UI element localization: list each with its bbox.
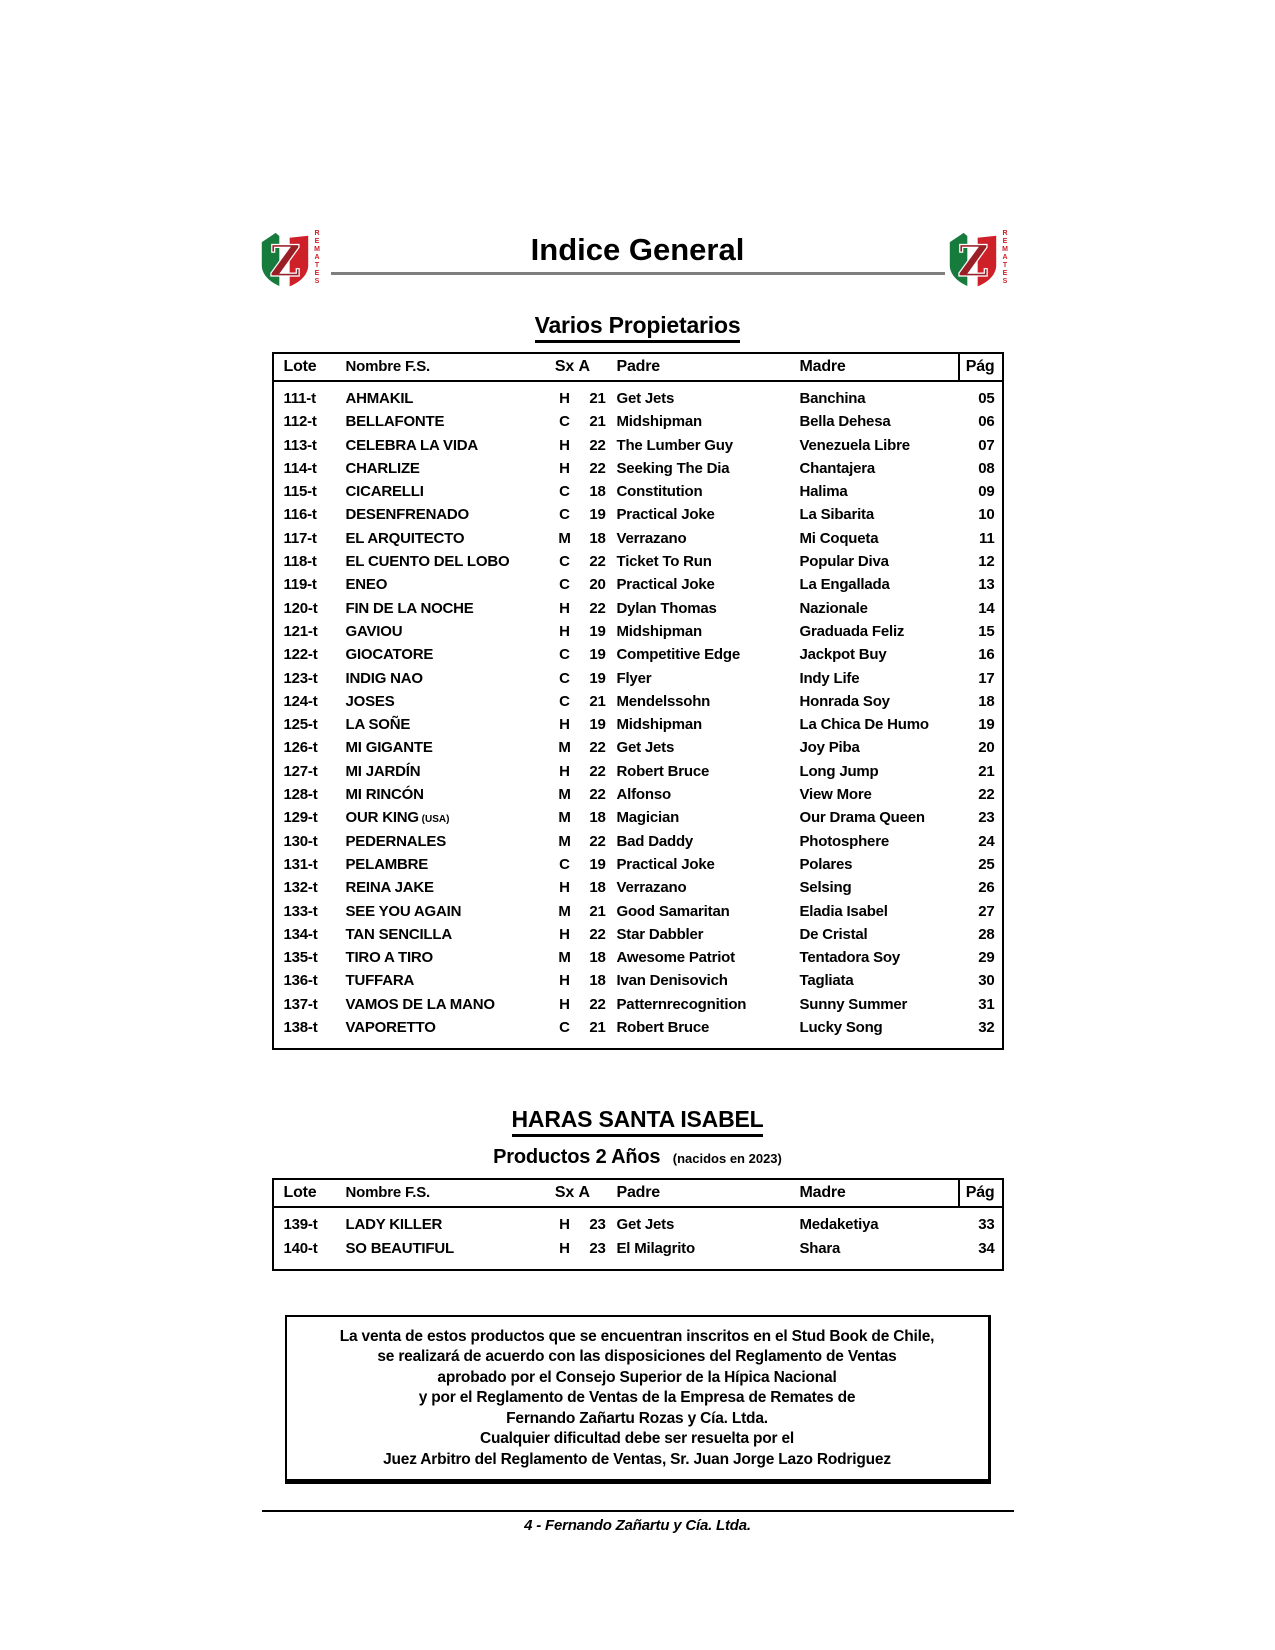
horse-name: DESENFRENADO	[345, 506, 469, 524]
page-number: 28	[978, 925, 995, 943]
page-number: 10	[978, 506, 995, 524]
svg-text:Z: Z	[956, 236, 989, 287]
sex-code: H	[559, 995, 570, 1013]
sex-code: H	[559, 879, 570, 897]
birth-year: 19	[589, 506, 606, 524]
page-number: 09	[978, 483, 995, 501]
dam-name: Jackpot Buy	[799, 646, 887, 664]
page-number: 31	[978, 995, 995, 1013]
table-row	[274, 528, 1002, 551]
sex-code: C	[559, 413, 570, 431]
horse-name: LA SOÑE	[345, 716, 411, 734]
horse-name: CICARELLI	[345, 483, 424, 501]
table-row	[274, 877, 1002, 900]
page-number: 14	[978, 599, 995, 617]
sire-name: Verrazano	[616, 529, 687, 547]
dam-name: Nazionale	[799, 599, 868, 617]
table-row	[274, 668, 1002, 691]
sire-name: Good Samaritan	[616, 902, 730, 920]
sire-name: Seeking The Dia	[616, 459, 730, 477]
lot-number: 115-t	[283, 483, 317, 501]
horse-name: PEDERNALES	[345, 832, 447, 850]
horse-name: GAVIOU	[345, 622, 403, 640]
birth-year: 22	[589, 995, 606, 1013]
birth-year: 18	[589, 483, 606, 501]
lot-number: 120-t	[283, 599, 318, 617]
birth-year: 22	[589, 786, 606, 804]
dam-name: Halima	[799, 483, 848, 501]
horse-name: TIRO A TIRO	[345, 949, 434, 967]
horse-name: CHARLIZE	[345, 459, 420, 477]
sex-code: H	[559, 390, 570, 407]
lot-number: 118-t	[283, 553, 317, 571]
birth-year: 21	[589, 1019, 606, 1037]
dam-name: Popular Diva	[799, 553, 889, 571]
horse-name-suffix: (USA)	[418, 814, 450, 826]
table-row	[274, 854, 1002, 877]
table-row	[274, 831, 1002, 854]
birth-year: 19	[589, 646, 606, 664]
sire-name: Get Jets	[616, 1216, 675, 1234]
horse-name: OUR KING (USA)	[345, 809, 450, 827]
birth-year: 22	[589, 459, 606, 477]
horse-name: AHMAKIL	[345, 390, 414, 407]
col-header-pag: Pág	[958, 354, 1001, 380]
shield-z-icon	[257, 228, 313, 292]
dam-name: De Cristal	[799, 925, 868, 943]
sire-name: Midshipman	[616, 413, 703, 431]
table-row	[274, 761, 1002, 784]
dam-name: Mi Coqueta	[799, 529, 879, 547]
table-row	[274, 435, 1002, 458]
lot-number: 124-t	[283, 692, 318, 710]
table-row	[274, 901, 1002, 924]
sex-code: H	[559, 925, 570, 943]
sire-name: Alfonso	[616, 786, 671, 804]
page-number: 19	[978, 716, 995, 734]
horse-name: VAMOS DE LA MANO	[345, 995, 495, 1013]
birth-year: 18	[589, 879, 606, 897]
page-number: 17	[978, 669, 995, 687]
col-header-sx: Sx	[554, 1184, 575, 1202]
sex-code: H	[559, 1216, 570, 1234]
birth-year: 19	[589, 622, 606, 640]
index-table-varios-propietarios	[272, 352, 1004, 1050]
table-row	[274, 504, 1002, 527]
sire-name: Verrazano	[616, 879, 687, 897]
legal-text-line: Cualquier dificultad debe ser resuelta por el	[479, 1430, 794, 1448]
horse-name: MI RINCÓN	[345, 786, 424, 804]
horse-name: INDIG NAO	[345, 669, 423, 687]
table-header-row	[274, 354, 1002, 382]
col-header-nombre: Nombre F.S.	[345, 1184, 430, 1202]
dam-name: Our Drama Queen	[799, 809, 925, 827]
table-body	[274, 1208, 1002, 1269]
dam-name: Long Jump	[799, 762, 879, 780]
page-title: Indice General	[530, 232, 745, 267]
horse-name: BELLAFONTE	[345, 413, 445, 431]
sire-name: Flyer	[616, 669, 652, 687]
page-number: 13	[978, 576, 995, 594]
table-row	[274, 714, 1002, 737]
dam-name: Graduada Feliz	[799, 622, 905, 640]
shield-z-icon	[945, 228, 1001, 292]
legal-text-line: La venta de estos productos que se encuentran inscritos en el Stud Book de Chile,	[339, 1327, 935, 1345]
lot-number: 117-t	[283, 529, 317, 547]
col-header-sx: Sx	[554, 358, 575, 375]
sire-name: Robert Bruce	[616, 1019, 710, 1037]
dam-name: Eladia Isabel	[799, 902, 888, 920]
sex-code: C	[559, 1019, 570, 1037]
logo-vertical-text: REMATES	[1001, 230, 1009, 286]
horse-name: JOSES	[345, 692, 395, 710]
birth-year: 22	[589, 553, 606, 571]
sex-code: M	[558, 739, 571, 757]
sire-name: Midshipman	[616, 716, 703, 734]
sire-name: Constitution	[616, 483, 703, 501]
sire-name: Bad Daddy	[616, 832, 694, 850]
sex-code: C	[559, 553, 570, 571]
sex-code: C	[559, 576, 570, 594]
sire-name: Competitive Edge	[616, 646, 740, 664]
page-number: 08	[978, 459, 995, 477]
horse-name: SO BEAUTIFUL	[345, 1239, 454, 1257]
page-number: 11	[979, 529, 995, 547]
sire-name: Magician	[616, 809, 680, 827]
dam-name: La Sibarita	[799, 506, 874, 524]
horse-name: MI GIGANTE	[345, 739, 433, 757]
lot-number: 119-t	[283, 576, 317, 594]
sire-name: Dylan Thomas	[616, 599, 717, 617]
lot-number: 121-t	[283, 622, 318, 640]
lot-number: 122-t	[283, 646, 318, 664]
dam-name: Selsing	[799, 879, 852, 897]
dam-name: Bella Dehesa	[799, 413, 891, 431]
birth-year: 18	[589, 972, 606, 990]
lot-number: 127-t	[283, 762, 318, 780]
birth-year: 21	[589, 413, 606, 431]
dam-name: Indy Life	[799, 669, 860, 687]
table-row	[274, 411, 1002, 434]
sire-name: Patternrecognition	[616, 995, 747, 1013]
page-number: 18	[978, 692, 995, 710]
dam-name: Banchina	[799, 390, 866, 407]
sex-code: H	[559, 622, 570, 640]
page-number: 22	[978, 786, 995, 804]
legal-notice-box	[285, 1315, 991, 1485]
birth-year: 18	[589, 529, 606, 547]
lot-number: 113-t	[283, 436, 317, 454]
page-number: 30	[978, 972, 995, 990]
page-number: 27	[978, 902, 995, 920]
logo-vertical-text: REMATES	[313, 230, 321, 286]
table-row	[274, 621, 1002, 644]
dam-name: Lucky Song	[799, 1019, 883, 1037]
lot-number: 135-t	[283, 949, 318, 967]
table-row	[274, 737, 1002, 760]
page-number: 26	[978, 879, 995, 897]
sex-code: M	[558, 949, 571, 967]
table-row	[274, 644, 1002, 667]
birth-year: 21	[589, 902, 606, 920]
page-number: 34	[978, 1239, 995, 1257]
sex-code: M	[558, 902, 571, 920]
horse-name: CELEBRA LA VIDA	[345, 436, 479, 454]
sex-code: H	[559, 1239, 570, 1257]
lot-number: 134-t	[283, 925, 318, 943]
page-number: 05	[978, 390, 995, 407]
dam-name: La Chica De Humo	[799, 716, 929, 734]
lot-number: 112-t	[283, 413, 317, 431]
dam-name: Chantajera	[799, 459, 876, 477]
section-title-varios-propietarios: Varios Propietarios	[0, 312, 1275, 343]
table-row	[274, 388, 1002, 411]
birth-year: 21	[589, 692, 606, 710]
page-number: 12	[978, 553, 995, 571]
birth-year: 19	[589, 855, 606, 873]
table-row	[274, 947, 1002, 970]
dam-name: Sunny Summer	[799, 995, 908, 1013]
birth-year: 23	[589, 1216, 606, 1234]
table-row	[274, 574, 1002, 597]
lot-number: 129-t	[283, 809, 318, 827]
remates-logo-right	[945, 228, 1019, 296]
sire-name: Ticket To Run	[616, 553, 712, 571]
table-row	[274, 924, 1002, 947]
lot-number: 116-t	[283, 506, 317, 524]
section-title-haras-santa-isabel: HARAS SANTA ISABEL	[0, 1106, 1275, 1137]
remates-logo-left	[257, 228, 331, 296]
page-number: 32	[978, 1019, 995, 1037]
page-number: 16	[978, 646, 995, 664]
page-number: 15	[978, 622, 995, 640]
birth-year: 20	[589, 576, 606, 594]
col-header-nombre: Nombre F.S.	[345, 358, 430, 375]
legal-text-line: Fernando Zañartu Rozas y Cía. Ltda.	[506, 1409, 768, 1427]
horse-name: REINA JAKE	[345, 879, 434, 897]
lot-number: 136-t	[283, 972, 318, 990]
page-number: 20	[978, 739, 995, 757]
lot-number: 128-t	[283, 786, 318, 804]
table-row	[274, 784, 1002, 807]
col-header-lote: Lote	[283, 1184, 317, 1202]
page-number: 23	[978, 809, 995, 827]
col-header-padre: Padre	[616, 358, 660, 375]
page-number: 25	[978, 855, 995, 873]
sire-name: Practical Joke	[616, 855, 715, 873]
sex-code: M	[558, 786, 571, 804]
birth-year: 22	[589, 599, 606, 617]
sex-code: H	[559, 436, 570, 454]
lot-number: 140-t	[283, 1239, 318, 1257]
table-header-row	[274, 1180, 1002, 1208]
table-row	[274, 1017, 1002, 1040]
svg-text:Z: Z	[268, 236, 301, 287]
dam-name: Tagliata	[799, 972, 854, 990]
sex-code: M	[558, 529, 571, 547]
lot-number: 131-t	[283, 855, 318, 873]
lot-number: 138-t	[283, 1019, 318, 1037]
dam-name: Joy Piba	[799, 739, 860, 757]
page-number: 29	[978, 949, 995, 967]
dam-name: Polares	[799, 855, 853, 873]
lot-number: 125-t	[283, 716, 318, 734]
birth-year: 22	[589, 925, 606, 943]
birth-year: 18	[589, 809, 606, 827]
sex-code: H	[559, 716, 570, 734]
horse-name: TUFFARA	[345, 972, 415, 990]
horse-name: FIN DE LA NOCHE	[345, 599, 474, 617]
table-row	[274, 551, 1002, 574]
footer-divider	[262, 1510, 1014, 1512]
index-table-haras-santa-isabel	[272, 1178, 1004, 1271]
dam-name: View More	[799, 786, 872, 804]
sex-code: H	[559, 972, 570, 990]
horse-name: VAPORETTO	[345, 1019, 436, 1037]
lot-number: 111-t	[283, 390, 316, 407]
lot-number: 137-t	[283, 995, 318, 1013]
sex-code: C	[559, 646, 570, 664]
table-row	[274, 807, 1002, 830]
page-number: 33	[978, 1216, 995, 1234]
table-row	[274, 994, 1002, 1017]
page-header	[257, 228, 1019, 296]
legal-text-line: aprobado por el Consejo Superior de la Hípica Nacional	[437, 1368, 837, 1386]
birth-year: 22	[589, 436, 606, 454]
lot-number: 126-t	[283, 739, 318, 757]
page-number: 07	[978, 436, 995, 454]
header-divider	[331, 228, 945, 275]
lot-number: 139-t	[283, 1216, 318, 1234]
col-header-a: A	[578, 358, 590, 375]
col-header-pag: Pág	[958, 1180, 1001, 1206]
sex-code: M	[558, 809, 571, 827]
lot-number: 130-t	[283, 832, 318, 850]
birth-year: 23	[589, 1239, 606, 1257]
table-row	[274, 970, 1002, 993]
horse-name: ENEO	[345, 576, 388, 594]
horse-name: LADY KILLER	[345, 1216, 443, 1234]
lot-number: 132-t	[283, 879, 318, 897]
dam-name: Photosphere	[799, 832, 889, 850]
page-number: 24	[978, 832, 995, 850]
table-body	[274, 382, 1002, 1048]
page-number: 21	[978, 762, 995, 780]
birth-year: 21	[589, 390, 606, 407]
sire-name: The Lumber Guy	[616, 436, 733, 454]
birth-year: 22	[589, 832, 606, 850]
dam-name: Shara	[799, 1239, 841, 1257]
dam-name: Tentadora Soy	[799, 949, 900, 967]
birth-year: 22	[589, 739, 606, 757]
col-header-lote: Lote	[283, 358, 317, 375]
table-row	[274, 458, 1002, 481]
col-header-madre: Madre	[799, 358, 846, 375]
horse-name: TAN SENCILLA	[345, 925, 452, 943]
col-header-madre: Madre	[799, 1184, 846, 1202]
sire-name: Practical Joke	[616, 576, 715, 594]
sire-name: Awesome Patriot	[616, 949, 735, 967]
subtitle-note: (nacidos en 2023)	[672, 1151, 782, 1167]
horse-name: SEE YOU AGAIN	[345, 902, 462, 920]
table-row	[274, 1238, 1002, 1261]
sire-name: Get Jets	[616, 390, 675, 407]
lot-number: 114-t	[283, 459, 317, 477]
sex-code: C	[559, 506, 570, 524]
table-row	[274, 1214, 1002, 1237]
horse-name: MI JARDÍN	[345, 762, 421, 780]
legal-text-line: Juez Arbitro del Reglamento de Ventas, Sr. Juan Jorge Lazo Rodriguez	[383, 1450, 891, 1468]
dam-name: La Engallada	[799, 576, 890, 594]
footer-page-label: 4 - Fernando Zañartu y Cía. Ltda.	[524, 1517, 751, 1535]
sire-name: Star Dabbler	[616, 925, 704, 943]
dam-name: Medaketiya	[799, 1216, 879, 1234]
col-header-padre: Padre	[616, 1184, 660, 1202]
dam-name: Venezuela Libre	[799, 436, 910, 454]
sire-name: El Milagrito	[616, 1239, 695, 1257]
sire-name: Practical Joke	[616, 506, 715, 524]
sire-name: Get Jets	[616, 739, 675, 757]
birth-year: 18	[589, 949, 606, 967]
birth-year: 19	[589, 716, 606, 734]
subtitle-text: Productos 2 Años	[493, 1146, 661, 1169]
sex-code: H	[559, 599, 570, 617]
sire-name: Midshipman	[616, 622, 703, 640]
sire-name: Robert Bruce	[616, 762, 710, 780]
sex-code: C	[559, 669, 570, 687]
sex-code: C	[559, 483, 570, 501]
legal-text-line: se realizará de acuerdo con las disposiciones del Reglamento de Ventas	[377, 1348, 897, 1366]
horse-name: EL CUENTO DEL LOBO	[345, 553, 510, 571]
sex-code: C	[559, 692, 570, 710]
sire-name: Mendelssohn	[616, 692, 711, 710]
lot-number: 133-t	[283, 902, 318, 920]
legal-text-line: y por el Reglamento de Ventas de la Empresa de Remates de	[418, 1389, 856, 1407]
lot-number: 123-t	[283, 669, 318, 687]
sex-code: M	[558, 832, 571, 850]
birth-year: 19	[589, 669, 606, 687]
sex-code: H	[559, 459, 570, 477]
col-header-a: A	[578, 1184, 590, 1202]
sex-code: H	[559, 762, 570, 780]
sire-name: Ivan Denisovich	[616, 972, 728, 990]
table-row	[274, 691, 1002, 714]
table-row	[274, 598, 1002, 621]
table-row	[274, 481, 1002, 504]
birth-year: 22	[589, 762, 606, 780]
horse-name: PELAMBRE	[345, 855, 429, 873]
dam-name: Honrada Soy	[799, 692, 890, 710]
horse-name: GIOCATORE	[345, 646, 434, 664]
sex-code: C	[559, 855, 570, 873]
horse-name: EL ARQUITECTO	[345, 529, 465, 547]
section-subtitle	[0, 1146, 1275, 1169]
page-number: 06	[978, 413, 995, 431]
